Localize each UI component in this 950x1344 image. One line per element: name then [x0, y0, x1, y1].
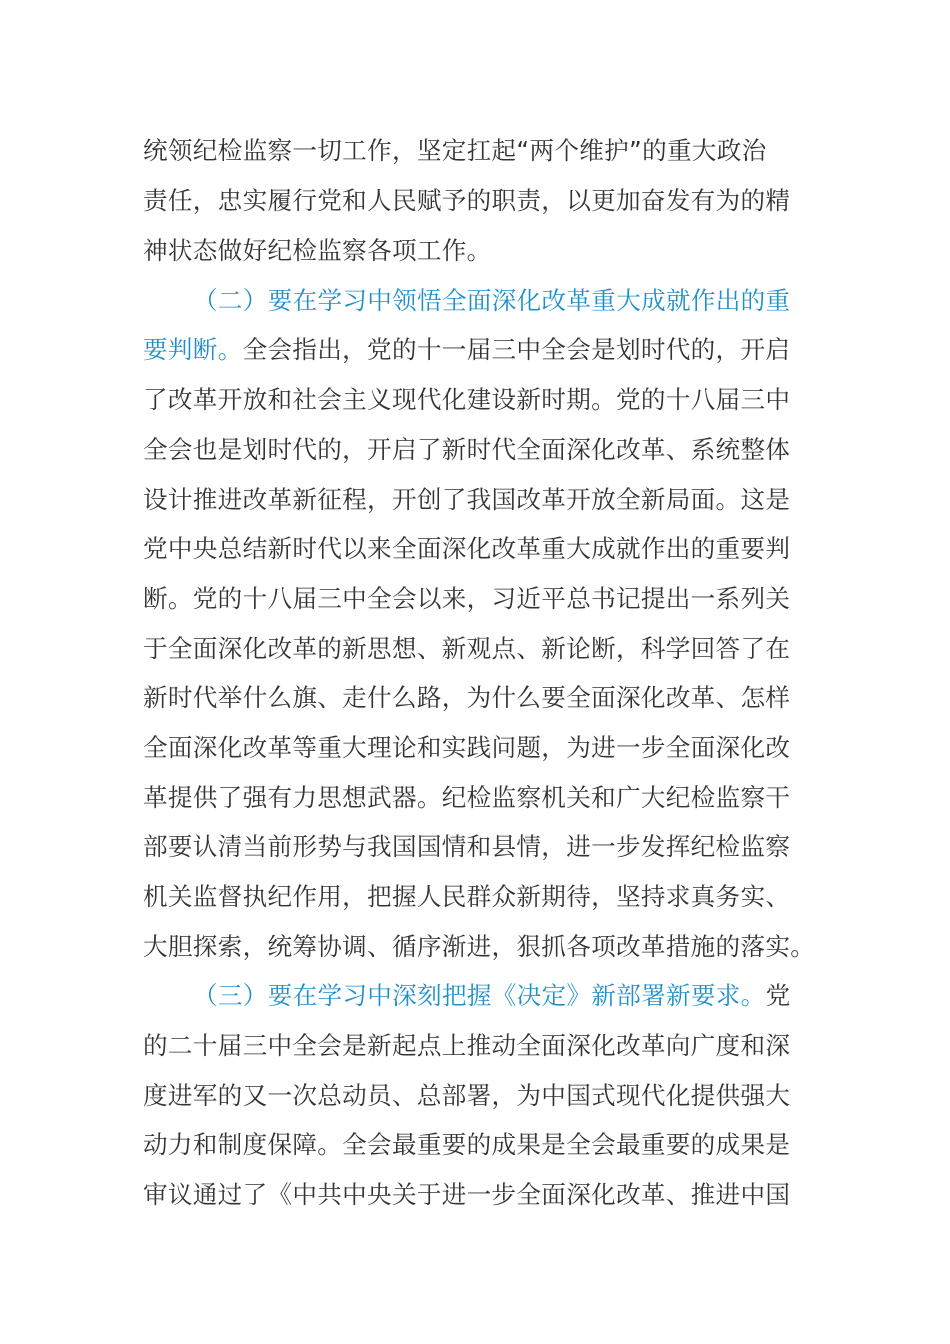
text: 党	[765, 981, 791, 1010]
text-line	[143, 728, 803, 768]
text: 度进军的又一次总动员、总部署，为中国式现代化提供强大	[143, 1081, 791, 1110]
text: 党中央总结新时代以来全面深化改革重大成就作出的重要判	[143, 534, 791, 563]
text: 大胆探索，统筹协调、循序渐进，狠抓各项改革措施的落实。	[143, 932, 816, 961]
section-heading-line	[193, 281, 853, 321]
text: 审议通过了《中共中央关于进一步全面深化改革、推进中国	[143, 1180, 791, 1209]
text: 了改革开放和社会主义现代化建设新时期。党的十八届三中	[143, 385, 791, 414]
text: 全面深化改革等重大理论和实践问题，为进一步全面深化改	[143, 733, 791, 762]
text-line	[143, 927, 816, 967]
text-line	[143, 1076, 803, 1116]
text-line	[143, 629, 803, 669]
text-line	[143, 678, 803, 718]
text-line	[143, 579, 803, 619]
text-line	[143, 380, 803, 420]
text-line	[143, 1175, 803, 1215]
text-line	[143, 330, 803, 370]
section-heading: 要判断。	[143, 335, 243, 364]
text: 机关监督执纪作用，把握人民群众新期待，坚持求真务实、	[143, 882, 791, 911]
text: 的二十届三中全会是新起点上推动全面深化改革向广度和深	[143, 1031, 791, 1060]
text: 责任，忠实履行党和人民赋予的职责，以更加奋发有为的精	[143, 186, 791, 215]
text-line	[143, 1026, 803, 1066]
text-line	[143, 529, 803, 569]
text-line	[143, 430, 803, 470]
text: 断。党的十八届三中全会以来，习近平总书记提出一系列关	[143, 584, 791, 613]
text-line	[143, 827, 803, 867]
section-heading: （三）要在学习中深刻把握《决定》新部署新要求。	[193, 981, 766, 1010]
text: 统领纪检监察一切工作，坚定扛起“两个维护”的重大政治	[143, 136, 767, 165]
text: 新时代举什么旗、走什么路，为什么要全面深化改革、怎样	[143, 683, 791, 712]
text-line	[143, 131, 803, 171]
text-line	[143, 480, 803, 520]
text: 全会也是划时代的，开启了新时代全面深化改革、系统整体	[143, 435, 791, 464]
text-line	[143, 778, 803, 818]
text: 全会指出，党的十一届三中全会是划时代的，开启	[242, 335, 791, 364]
section-heading: （二）要在学习中领悟全面深化改革重大成就作出的重	[193, 286, 791, 315]
section-heading-line	[193, 976, 853, 1016]
text: 于全面深化改革的新思想、新观点、新论断，科学回答了在	[143, 634, 791, 663]
text: 革提供了强有力思想武器。纪检监察机关和广大纪检监察干	[143, 783, 791, 812]
text: 动力和制度保障。全会最重要的成果是全会最重要的成果是	[143, 1130, 791, 1159]
text: 设计推进改革新征程，开创了我国改革开放全新局面。这是	[143, 485, 791, 514]
text-line	[143, 231, 803, 271]
text: 部要认清当前形势与我国国情和县情，进一步发挥纪检监察	[143, 832, 791, 861]
text-line	[143, 1125, 803, 1165]
text-line	[143, 877, 803, 917]
text: 神状态做好纪检监察各项工作。	[143, 236, 492, 265]
text-line	[143, 181, 803, 221]
